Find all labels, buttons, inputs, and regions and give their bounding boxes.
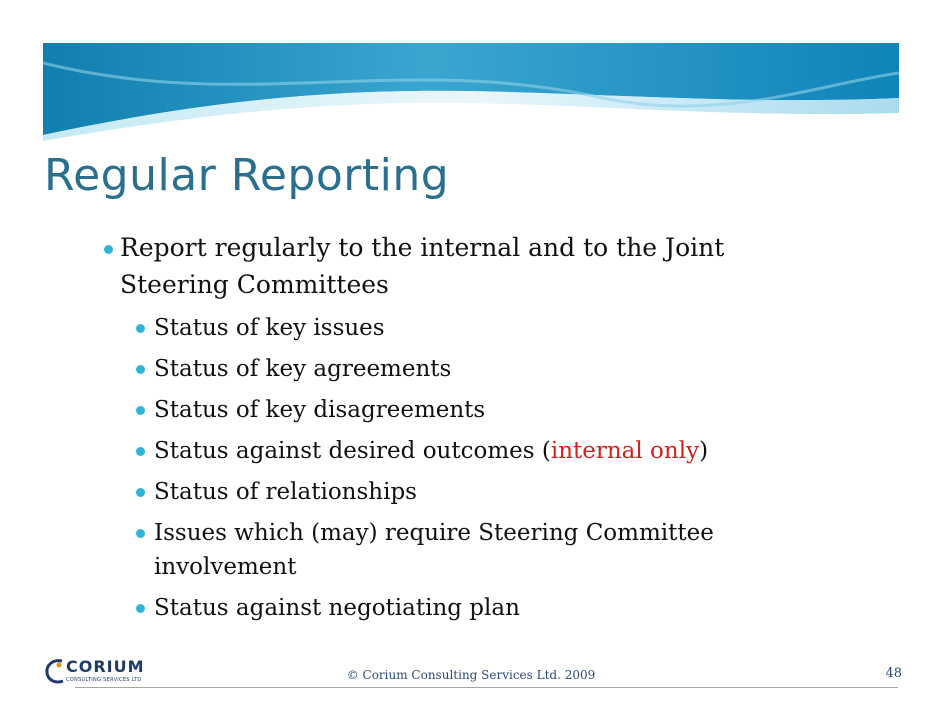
- header-wave-decoration: [43, 43, 899, 153]
- sub-bullet-issues-line1: Issues which (may) require Steering Committee: [154, 520, 714, 546]
- sub-bullet-dot: [136, 604, 145, 613]
- sub-bullet-desired-outcomes: [154, 433, 708, 470]
- logo-subtitle: CONSULTING SERVICES LTD: [66, 677, 142, 683]
- footer-copyright: © Corium Consulting Services Ltd. 2009: [346, 668, 596, 682]
- sub-bullet-key-disagreements: Status of key disagreements: [154, 397, 486, 423]
- sub-bullet-dot: [136, 488, 145, 497]
- sub-bullet-dot: [136, 324, 145, 333]
- bullet-dot: [104, 245, 113, 254]
- sub-bullet-dot: [136, 365, 145, 374]
- logo-word: CORIUM: [66, 657, 145, 676]
- internal-only-highlight: internal only: [550, 438, 700, 464]
- sub-bullet-key-agreements: Status of key agreements: [154, 356, 452, 382]
- page-number: 48: [885, 666, 902, 681]
- sub-bullet-issues-line2: involvement: [154, 554, 297, 580]
- sub-bullet-negotiating-plan: Status against negotiating plan: [154, 595, 520, 621]
- sub-bullet-dot: [136, 406, 145, 415]
- sub-bullet-key-issues: Status of key issues: [154, 315, 385, 341]
- slide-title: Regular Reporting: [44, 150, 450, 201]
- sub-bullet-dot: [136, 447, 145, 456]
- sub-bullet-relationships: Status of relationships: [154, 479, 417, 505]
- footer-divider: [75, 687, 898, 688]
- main-bullet-line2: Steering Committees: [120, 270, 389, 299]
- outcomes-prefix: Status against desired outcomes (: [154, 438, 551, 464]
- sub-bullet-dot: [136, 529, 145, 538]
- main-bullet-line1: Report regularly to the internal and to the Joint: [120, 233, 725, 262]
- outcomes-suffix: ): [699, 438, 709, 464]
